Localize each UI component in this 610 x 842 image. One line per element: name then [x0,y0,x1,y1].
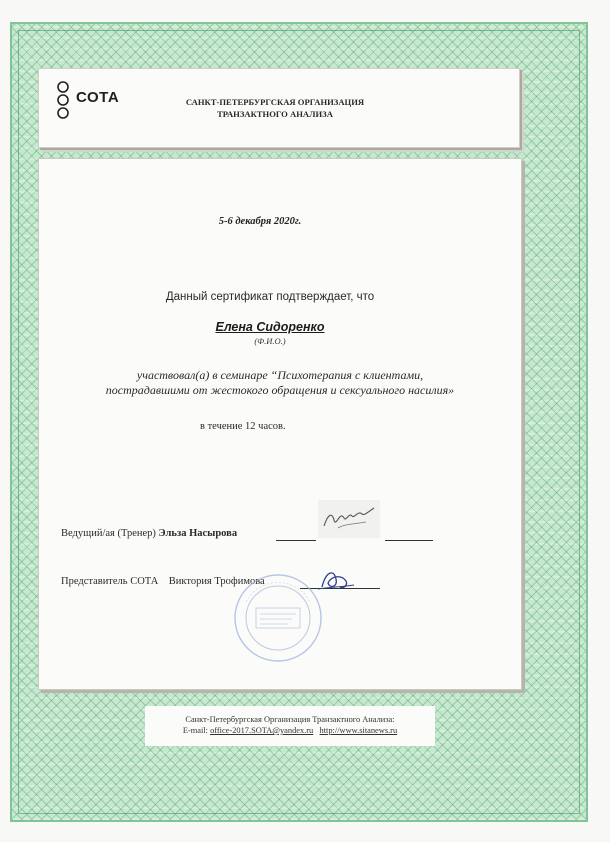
trainer-label: Ведущий/ая (Тренер) [61,528,156,539]
organization-name [150,96,400,120]
seminar-description [60,368,500,398]
confirm-text: Данный сертификат подтверждает, что [165,291,375,303]
trainer-signature-row [61,528,237,539]
trainer-signature-line-right [385,540,433,541]
trainer-name: Эльза Насырова [158,528,238,539]
logo [56,80,119,120]
trainer-signature [318,500,380,538]
duration: в течение 12 часов. [200,421,286,432]
representative-signature [316,565,356,595]
trainer-signature-line-left [276,540,316,541]
footer-line-1: Санкт-Петербургская Организация Транзактного Анализа: [185,715,395,724]
seminar-line-1: участвовал(а) в семинаре “Психотерапия с клиентами, [136,368,424,382]
representative-label: Представитель СОТА [61,576,159,587]
seminar-date: 5-6 декабря 2020г. [218,216,302,227]
sota-logo-icon [56,80,70,120]
name-hint: (Ф.И.О.) [254,336,286,346]
footer-contacts [140,714,440,736]
seminar-line-2: пострадавшими от жестокого обращения и сексуального насилия» [105,383,455,397]
email-link[interactable]: office-2017.SOTA@yandex.ru [210,726,314,735]
logo-text: СОТА [76,88,120,106]
org-line-2: ТРАНЗАКТНОГО АНАЛИЗА [217,109,333,119]
participant-name: Елена Сидоренко [215,320,325,334]
org-line-1: САНКТ-ПЕТЕРБУРГСКАЯ ОРГАНИЗАЦИЯ [185,97,365,107]
footer-line-2 [140,725,440,736]
representative-name: Виктория Трофимова [168,576,265,587]
website-link[interactable]: http://www.sitanews.ru [319,726,398,735]
official-stamp [232,572,324,664]
email-label: E-mail: [182,726,208,735]
